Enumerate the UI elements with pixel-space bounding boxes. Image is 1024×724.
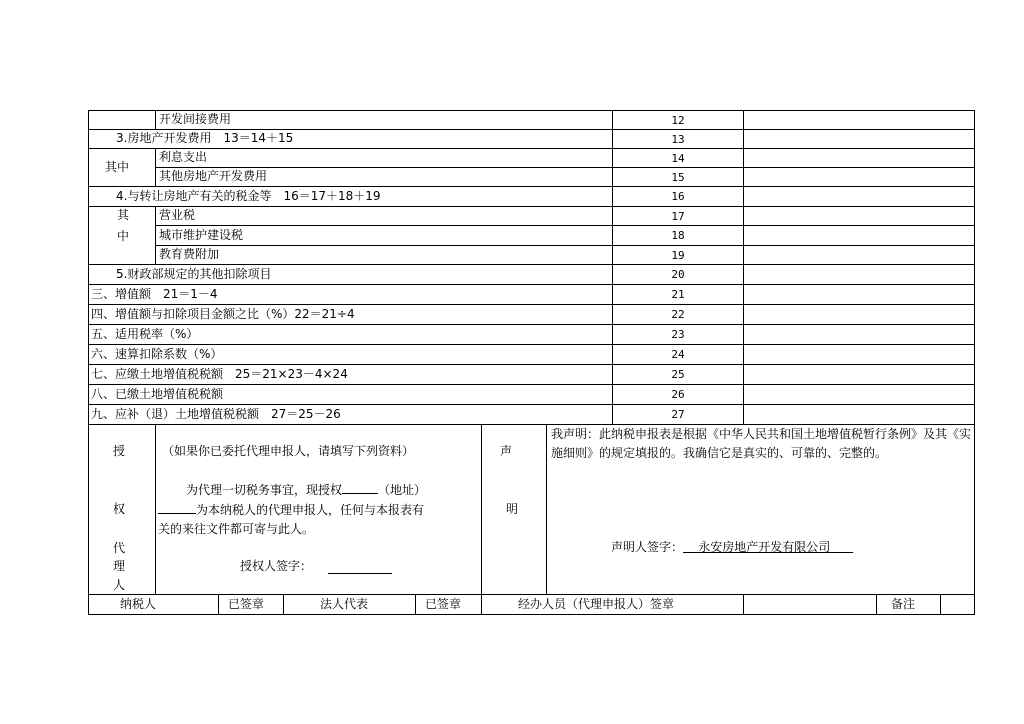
footer-legal-rep-seal: 已签章: [425, 597, 462, 611]
auth-label-char: 理: [113, 559, 126, 573]
grid-line: [940, 594, 941, 615]
footer-taxpayer-seal: 已签章: [228, 597, 265, 611]
grid-line: [743, 594, 744, 615]
grid-line: [155, 424, 156, 594]
auth-label-char: 授: [113, 444, 126, 458]
auth-label-char: 人: [113, 578, 126, 592]
row-code: 13: [671, 133, 685, 146]
row-code: 22: [671, 308, 685, 321]
row-label: 开发间接费用: [159, 112, 232, 126]
row-code: 15: [671, 171, 685, 184]
row-code: 23: [671, 328, 685, 341]
row-code: 12: [671, 114, 685, 127]
grid-line: [155, 110, 156, 129]
row-label: 3.房地产开发费用 13＝14＋15: [116, 131, 294, 145]
row-code: 17: [671, 210, 685, 223]
row-code: 16: [671, 190, 685, 203]
grid-line: [876, 594, 877, 615]
row-label: 四、增值额与扣除项目金额之比（%）22＝21÷4: [91, 307, 355, 321]
row-code: 19: [671, 249, 685, 262]
row-label: 5.财政部规定的其他扣除项目: [116, 267, 272, 281]
row-code: 27: [671, 408, 685, 421]
row-label: 七、应缴土地增值税税额 25＝21×23－4×24: [91, 367, 348, 381]
grid-line: [743, 110, 744, 424]
row-label: 六、速算扣除系数（%）: [91, 347, 223, 361]
row-code: 14: [671, 152, 685, 165]
grid-line: [88, 206, 975, 207]
row-label: 其他房地产开发费用: [159, 169, 268, 183]
row-label: 九、应补（退）土地增值税税额 27＝25－26: [91, 407, 341, 421]
grid-line: [155, 167, 975, 168]
auth-signature-line: [328, 573, 392, 574]
row-label: 八、已缴土地增值税税额: [91, 387, 224, 401]
row-code: 26: [671, 388, 685, 401]
row-code: 25: [671, 368, 685, 381]
grid-line: [218, 594, 219, 615]
group-label: 中: [117, 229, 130, 243]
decl-label-char: 声: [500, 444, 513, 458]
footer-agent: 经办人员（代理申报人）签章: [518, 597, 675, 611]
decl-label-char: 明: [506, 502, 519, 516]
grid-line: [88, 284, 975, 285]
group-label: 其: [117, 208, 130, 222]
decl-signer-name: 永安房地产开发有限公司: [698, 540, 831, 554]
auth-label-char: 权: [113, 502, 126, 516]
grid-line: [546, 424, 547, 594]
row-label: 五、适用税率（%）: [91, 327, 199, 341]
auth-text: 为代理一切税务事宜，现授权 （地址） 为本纳税人的代理申报人，任何与本报表有 关的来往文件都可寄与此人。: [158, 480, 478, 539]
grid-line: [481, 594, 482, 615]
row-label: 营业税: [159, 208, 196, 222]
footer-legal-rep: 法人代表: [320, 597, 369, 611]
row-code: 18: [671, 229, 685, 242]
auth-signature-label: 授权人签字：: [240, 559, 313, 573]
decl-signer: [611, 538, 853, 557]
grid-line: [283, 594, 284, 615]
row-label: 4.与转让房地产有关的税金等 16＝17＋18＋19: [116, 189, 381, 203]
group-label: 其中: [105, 160, 130, 174]
row-code: 20: [671, 268, 685, 281]
decl-signer-label: 声明人签字：: [611, 540, 684, 554]
grid-line: [88, 324, 975, 325]
row-code: 24: [671, 348, 685, 361]
grid-line: [155, 245, 975, 246]
auth-note: （如果你已委托代理申报人，请填写下列资料）: [162, 444, 415, 458]
grid-line: [155, 225, 975, 226]
row-label: 利息支出: [159, 150, 208, 164]
footer-taxpayer: 纳税人: [120, 597, 157, 611]
grid-line: [88, 614, 975, 615]
grid-line: [481, 424, 482, 594]
row-label: 教育费附加: [159, 247, 220, 261]
grid-line: [88, 148, 975, 149]
footer-remarks: 备注: [891, 597, 916, 611]
grid-line: [155, 206, 156, 264]
grid-line: [415, 594, 416, 615]
row-code: 21: [671, 288, 685, 301]
decl-text: 我声明：此纳税申报表是根据《中华人民共和国土地增值税暂行条例》及其《实施细则》的规定填报的。我确信它是真实的、可靠的、完整的。: [551, 427, 972, 460]
auth-label-char: 代: [113, 541, 126, 555]
row-label: 城市维护建设税: [159, 228, 244, 242]
row-label: 三、增值额 21＝1－4: [91, 287, 218, 301]
